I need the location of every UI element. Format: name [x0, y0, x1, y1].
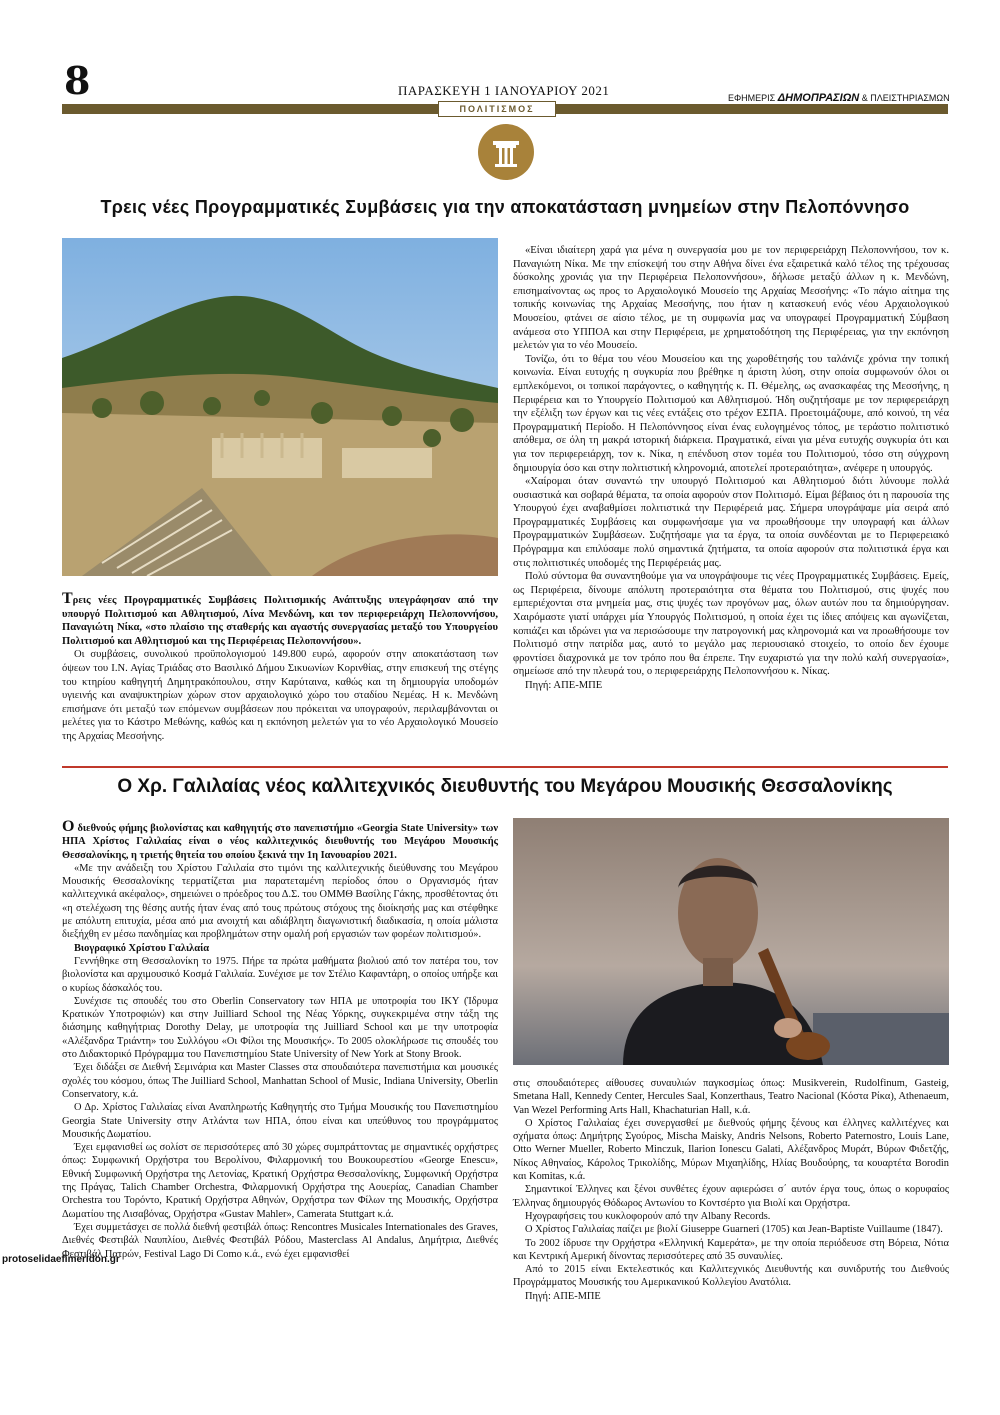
- article2-lead: [62, 820, 498, 862]
- article2-title: Ο Χρ. Γαλιλαίας νέος καλλιτεχνικός διευθυντής του Μεγάρου Μουσικής Θεσσαλονίκης: [117, 776, 893, 797]
- article1-title: Τρεις νέες Προγραμματικές Συμβάσεις για την αποκατάσταση μνημείων στην Πελοπόννησο: [100, 197, 910, 217]
- masthead-prefix: ΕΦΗΜΕΡΙΣ: [728, 93, 776, 103]
- article2-right-column: [513, 1077, 949, 1303]
- article1-dropcap: Τ: [62, 590, 73, 607]
- article2-paragraph: Ηχογραφήσεις του κυκλοφορούν από την Albany Records.: [525, 1210, 771, 1222]
- article2-paragraph: Έχει διδάξει σε Διεθνή Σεμινάρια και Master Classes στα σπουδαιότερα πανεπιστήμια και μουσικές σχολές του κόσμου, όπως The Juilliard School, Manhattan School of Music, Indiana University, Oberlin Conservatory, κ.ά.: [62, 1062, 498, 1100]
- article1-left-column: [62, 592, 498, 744]
- article2-source: Πηγή: ΑΠΕ-ΜΠΕ: [525, 1290, 601, 1302]
- article-divider: [62, 766, 948, 768]
- article1-lead-text: ρεις νέες Προγραμματικές Συμβάσεις Πολιτισμικής Ανάπτυξης υπεγράφησαν από την υπουργό Πολιτισμού και Αθλητισμού, Λίνα Μενδώνη, και τον περιφερειάρχη Πελοποννήσου, Παναγιώτη Νίκα, «στο πλαίσιο της σταθερής και αγαστής συνεργασίας μεταξύ του Υπουργείου Πολιτισμού και Αθλητισμού και της Περιφέρειας Πελοποννήσου».: [62, 595, 498, 647]
- article2-dropcap: Ο: [62, 818, 75, 835]
- article2-paragraph: Σημαντικοί Έλληνες και ξένοι συνθέτες έχουν αφιερώσει σ΄ αυτόν έργα τους, όπως ο κορυφαίος Έλληνας δημιουργός Θόδωρος Αντωνίου το Κοντσέρτο για Βιολί και Ορχήστρα.: [513, 1184, 949, 1209]
- article2-paragraph: Ο Δρ. Χρίστος Γαλιλαίας είναι Αναπληρωτής Καθηγητής στο Τμήμα Μουσικής του Πανεπιστημίου Georgia State University στην Ατλάντα των ΗΠΑ, όπου είναι και υπεύθυνος του προγράμματος Μουσικής Δωματίου.: [62, 1102, 498, 1140]
- article2-subhead: Βιογραφικό Χρίστου Γαλιλαία: [74, 942, 210, 954]
- article1-lead: [62, 592, 498, 648]
- article2-paragraph: Από το 2015 είναι Εκτελεστικός και Καλλιτεχνικός Διευθυντής και συνιδρυτής του Διεθνούς Προγράμματος Μουσικής του Αμερικανικού Κολλεγίου Ανατόλια.: [513, 1264, 949, 1289]
- article1-paragraph: «Είναι ιδιαίτερη χαρά για μένα η συνεργασία μου με τον περιφερειάρχη Πελοποννήσου, τον κ. Παναγιώτη Νίκα. Με την επίσκεψή του στην Αθήνα δίνει ένα εξαιρετικά καλό τέλος της τρέχουσας δύσκολης χρονιάς για την Περιφέρεια Πελοποννήσου», δήλωσε μεταξύ άλλων η κ. Μενδώνη, επισημαίνοντας ως προς το Αρχαιολογικό Μουσείο της Αρχαίας Μεσσήνης: «Το πάγιο αίτημα της τοπικής κοινωνίας της Αρχαίας Μεσσήνης, που ήταν η κατασκευή ενός νέου Αρχαιολογικού Μουσείου, φτάνει σε αίσιο τέλος, με τη συμφωνία μας να υπογραφεί Προγραμματική Σύμβαση ανάμεσα στο ΥΠΠΟΑ και στην Περιφέρεια, με χρηματοδότηση της Περιφέρειας, για την εκπόνηση μελετών για το νέο Μουσείο.: [513, 245, 949, 352]
- article2-paragraph: Έχει συμμετάσχει σε πολλά διεθνή φεστιβάλ όπως: Rencontres Musicales Internationales des Graves, Διεθνές Φεστιβάλ Ναυπλίου, Διεθνές Φεστιβάλ Ρόδου, Masterclass Al Andalus, Δημήτρια, Διεθνές Φεστιβάλ Πατρών, Festival Lago Di Como κ.ά., ενώ έχει εμφανισθεί: [62, 1221, 498, 1260]
- article2-paragraph: Ο Χρίστος Γαλιλαίας έχει συνεργασθεί με διεθνούς φήμης ξένους και έλληνες καλλιτέχνες και σχήματα όπως: Δημήτρης Σγούρος, Mischa Maisky, Andris Nelsons, Roberto Paternostro, Louis Lane, Otto Werner Mueller, Roberto Minczuk, Ilarion Ionescu Galati, Αλέξανδρος Μυράτ, Βύρων Φιδετζής, Νίκος Αθηναίος, Κάρολος Τρικολίδης, Μύρων Μιχαηλίδης, Ηλίας Βουδούρης, τα κουαρτέτα Borodin και Komitas, κ.ά.: [513, 1117, 949, 1183]
- article1-photo: [62, 238, 498, 576]
- site-watermark: protoselidaefimeridon.gr: [2, 1254, 120, 1265]
- article2-lead-text: διεθνούς φήμης βιολονίστας και καθηγητής στο πανεπιστήμιο «Georgia State University» των ΗΠΑ Χρίστος Γαλιλαίας είναι ο νέος καλλιτεχνικός διευθυντής του Μεγάρου Μουσικής Θεσσαλονίκης, η τριετής θητεία του οποίου ξεκινά την 1η Ιανουαρίου 2021.: [62, 823, 498, 861]
- article2-photo: [513, 818, 949, 1065]
- article1-source: Πηγή: ΑΠΕ-ΜΠΕ: [525, 680, 603, 691]
- issue-date: ΠΑΡΑΣΚΕΥΗ 1 ΙΑΝΟΥΑΡΙΟΥ 2021: [398, 83, 610, 98]
- masthead: [728, 92, 950, 104]
- page-number: 8: [64, 58, 91, 103]
- article1-right-column: [513, 244, 949, 693]
- article1-paragraph: Πολύ σύντομα θα συναντηθούμε για να υπογράψουμε τις νέες Προγραμματικές Συμβάσεις. Εμείς, ως Περιφέρεια, δίνουμε απόλυτη προτεραιότητα στα θέματα του Πολιτισμού, στις ψυχές που εμπεριέχονται στα μνημεία μας, στις ψυχές των προγόνων μας, όλων αυτών που τα δημιούργησαν. Χαιρόμαστε γιατί υπάρχει μία Υπουργός Πολιτισμού, η οποία έχει τις ίδιες απόψεις και αγωνίζεται, κοπιάζει και ιδρώνει για να περισώσουμε την πατρογονική μας κληρονομιά και να προωθήσουμε τον Πολιτισμό στην πατρίδα μας, αυτό το μεγάλο μας περιουσιακό στοιχείο, το οποίο δεν έχουμε φροντίσει διαχρονικά με τον τρόπο που θα έπρεπε. Την ευχαριστώ για την πολύ καλή συνεργασία», σημείωσε από την πλευρά του, ο περιφερειάρχης Πελοποννήσου κ. Νίκας.: [513, 571, 949, 678]
- masthead-suffix: & ΠΛΕΙΣΤΗΡΙΑΣΜΩΝ: [861, 93, 950, 103]
- article2-paragraph: Το 2002 ίδρυσε την Ορχήστρα «Ελληνική Καμεράτα», με την οποία περιόδευσε στη Βόρεια, Νότια και Κεντρική Αμερική δίνοντας περισσότερες από 35 συναυλίες.: [513, 1237, 949, 1262]
- column-logo-icon: [478, 124, 534, 180]
- article1-paragraph: Τονίζω, ότι το θέμα του νέου Μουσείου και της χωροθέτησής του ταλάνιζε χρόνια την τοπική κοινωνία. Είναι ευτυχής η συγκυρία που βρέθηκε η άριστη λύση, στην οποία συμφωνούν όλοι οι εμπλεκόμενοι, οι τοπικοί παράγοντες, ο καθηγητής κ. Π. Θέμελης, ως ανασκαφέας της Μεσσήνης, η Περιφέρεια και το Υπουργείο Πολιτισμού και Αθλητισμού. Ήδη συζητήσαμε με τον περιφερειάρχη την εξέλιξη των έργων και τις νέες εντάξεις στο τρέχον ΕΣΠΑ. Προετοιμάζουμε, από κοινού, τη νέα Προγραμματική Περίοδο. Η Πελοπόννησος είναι ένας ευλογημένος τόπος, με τεράστιο πολιτιστικό απόθεμα, σε όλη τη μακρά ιστορική διάρκεια. Πραγματικά, είναι για μένα ευτυχής συγκυρία ότι και για τον περιφερειάρχη, τον κ. Νίκα, η επένδυση στον τομέα του Πολιτισμού, τόσο στη σύγχρονη δημιουργία όσο και στην πολιτιστική κληρονομιά, αποτελεί προτεραιότητα», ανέφερε η υπουργός.: [513, 353, 949, 474]
- article2-left-column: [62, 820, 498, 1261]
- article2-paragraph: Έχει εμφανισθεί ως σολίστ σε περισσότερες από 30 χώρες συμπράττοντας με σημαντικές ορχήστρες όπως: Συμφωνική Ορχήστρα του Βερολίνου, Φιλαρμονική του Βουκουρεστίου «George Enescu», Εθνική Συμφωνική Ορχήστρα της Λετονίας, Κρατική Ορχήστρα Θεσσαλονίκης, Συμφωνική Ορχήστρα της Πράγας, Talich Chamber Orchestra, Φιλαρμονική Ορχήστρα της Αουερίας, Canadian Chamber Orchestra του Τορόντο, Κρατική Ορχήστρα Αθηνών, Ορχήστρα των Φίλων της Μουσικής, Ορχήστρα Δωματίου της Λισαβόνας, Ορχήστρα «Gustav Mahler», Camerata Stuttgart κ.ά.: [62, 1142, 498, 1220]
- article2-paragraph: Γεννήθηκε στη Θεσσαλονίκη το 1975. Πήρε τα πρώτα μαθήματα βιολιού από τον πατέρα του, τον βιολονίστα και αρχιμουσικό Κοσμά Γαλιλαία. Συνέχισε με τον Στέλιο Καφαντάρη, ο οποίος υπήρξε και ο κυρίως δάσκαλός του.: [62, 955, 498, 994]
- article1-paragraph: «Χαίρομαι όταν συναντώ την υπουργό Πολιτισμού και Αθλητισμού διότι λύνουμε πολλά ουσιαστικά και σοβαρά θέματα, τα οποία αφορούν στον Πολιτισμό. Είμαι βέβαιος ότι η παρουσία της Υπουργού έχει αναβαθμίσει πολιτιστικά την Περιφέρειά μας. Σήμερα υπογράψαμε μία σειρά από Προγραμματικές Συμβάσεις και συμφωνήσαμε για να προωθήσουμε την υπογραφή και άλλων Προγραμματικών Συμβάσεων. Συζητήσαμε για τα έργα, τα οποία συνδέονται με το Περιφερειακό Πρόγραμμα και επιλύσαμε πολύ σημαντικά ζητήματα, τα οποία αφορούν στα πολιτιστικά έργα και στις πολιτιστικές υποδομές της Περιφέρειάς μας.: [513, 476, 949, 569]
- article2-paragraph: στις σπουδαιότερες αίθουσες συναυλιών παγκοσμίως όπως: Musikverein, Rudolfinum, Gasteig, Smetana Hall, Kennedy Center, Hercules Saal, Konzerthaus, Teatro Nacional (Κόστα Ρίκα), Athenaeum, Van Wezel Performing Arts Hall, Khachaturian Hall, κ.ά.: [513, 1078, 949, 1116]
- article2-paragraph: Ο Χρίστος Γαλιλαίας παίζει με βιολί Giuseppe Guarneri (1705) και Jean-Baptiste Vuillaume (1847).: [525, 1224, 943, 1236]
- article1-paragraph: Οι συμβάσεις, συνολικού προϋπολογισμού 149.800 ευρώ, αφορούν στην αποκατάσταση των όψεων του Ι.Ν. Αγίας Τριάδας στο Βασιλικό Δήμου Σικυωνίων Κορινθίας, στην επισκευή της στέγης του κτηρίου καθηγητή Δημητρακόπουλου, στην Καρύταινα, καθώς και τη δημιουργία υποδομών υγιεινής και αναψυκτηρίων χώρων στον αρχαιολογικό χώρο του σταδίου Νεμέας. Η κ. Μενδώνη επισήμανε ότι μεταξύ των επόμενων συμβάσεων που πρόκειται να υπογραφούν, περιλαμβάνονται οι μελέτες για το Κάστρο Μεθώνης, καθώς και η εκπόνηση μελετών για το νέο Αρχαιολογικό Μουσείο της Αρχαίας Μεσσήνης.: [62, 649, 498, 742]
- article2-paragraph: «Με την ανάδειξη του Χρίστου Γαλιλαία στο τιμόνι της καλλιτεχνικής διεύθυνσης του Μεγάρου Μουσικής Θεσσαλονίκης τερματίζεται μια παρατεταμένη περίοδος όπου ο Οργανισμός ήταν καλλιτεχνικά ακέφαλος», σημειώνει ο πρόεδρος του Δ.Σ. του ΟΜΜΘ Βασίλης Γάκης, προσθέτοντας ότι «η στελέχωση της θέσης αυτής ήταν ένας από τους πρώτους στόχους της διοίκησής μας και στέφθηκε με απόλυτη επιτυχία, μέσα από μια ανοιχτή και αδιάβλητη διαγωνιστική διαδικασία, η οποία μάλιστα διεξήχθη εν μέσω πανδημίας και προβλημάτων στην ομαλή ροή εργασιών των φορέων πολιτισμού».: [62, 862, 498, 941]
- section-label: ΠΟΛΙΤΙΣΜΟΣ: [438, 101, 556, 117]
- masthead-name: ΔΗΜΟΠΡΑΣΙΩΝ: [777, 92, 860, 104]
- article2-paragraph: Συνέχισε τις σπουδές του στο Oberlin Conservatory των ΗΠΑ με υποτροφία του ΙΚΥ (Ίδρυμα Κρατικών Υποτροφιών) και στην Juilliard School της Νέας Υόρκης, συγκεκριμένα στην τάξη της διάσημης καθηγήτριας Dorothy Delay, με υποτροφία της Juilliard School και με την υποτροφία «Αλέξανδρα Τριάντη» του Συλλόγου «Οι Φίλοι της Μουσικής». Το 2005 ολοκλήρωσε τις σπουδές του στο Διδακτορικό Πρόγραμμα του Πανεπιστημίου State University of New York at Stony Brook.: [62, 995, 498, 1061]
